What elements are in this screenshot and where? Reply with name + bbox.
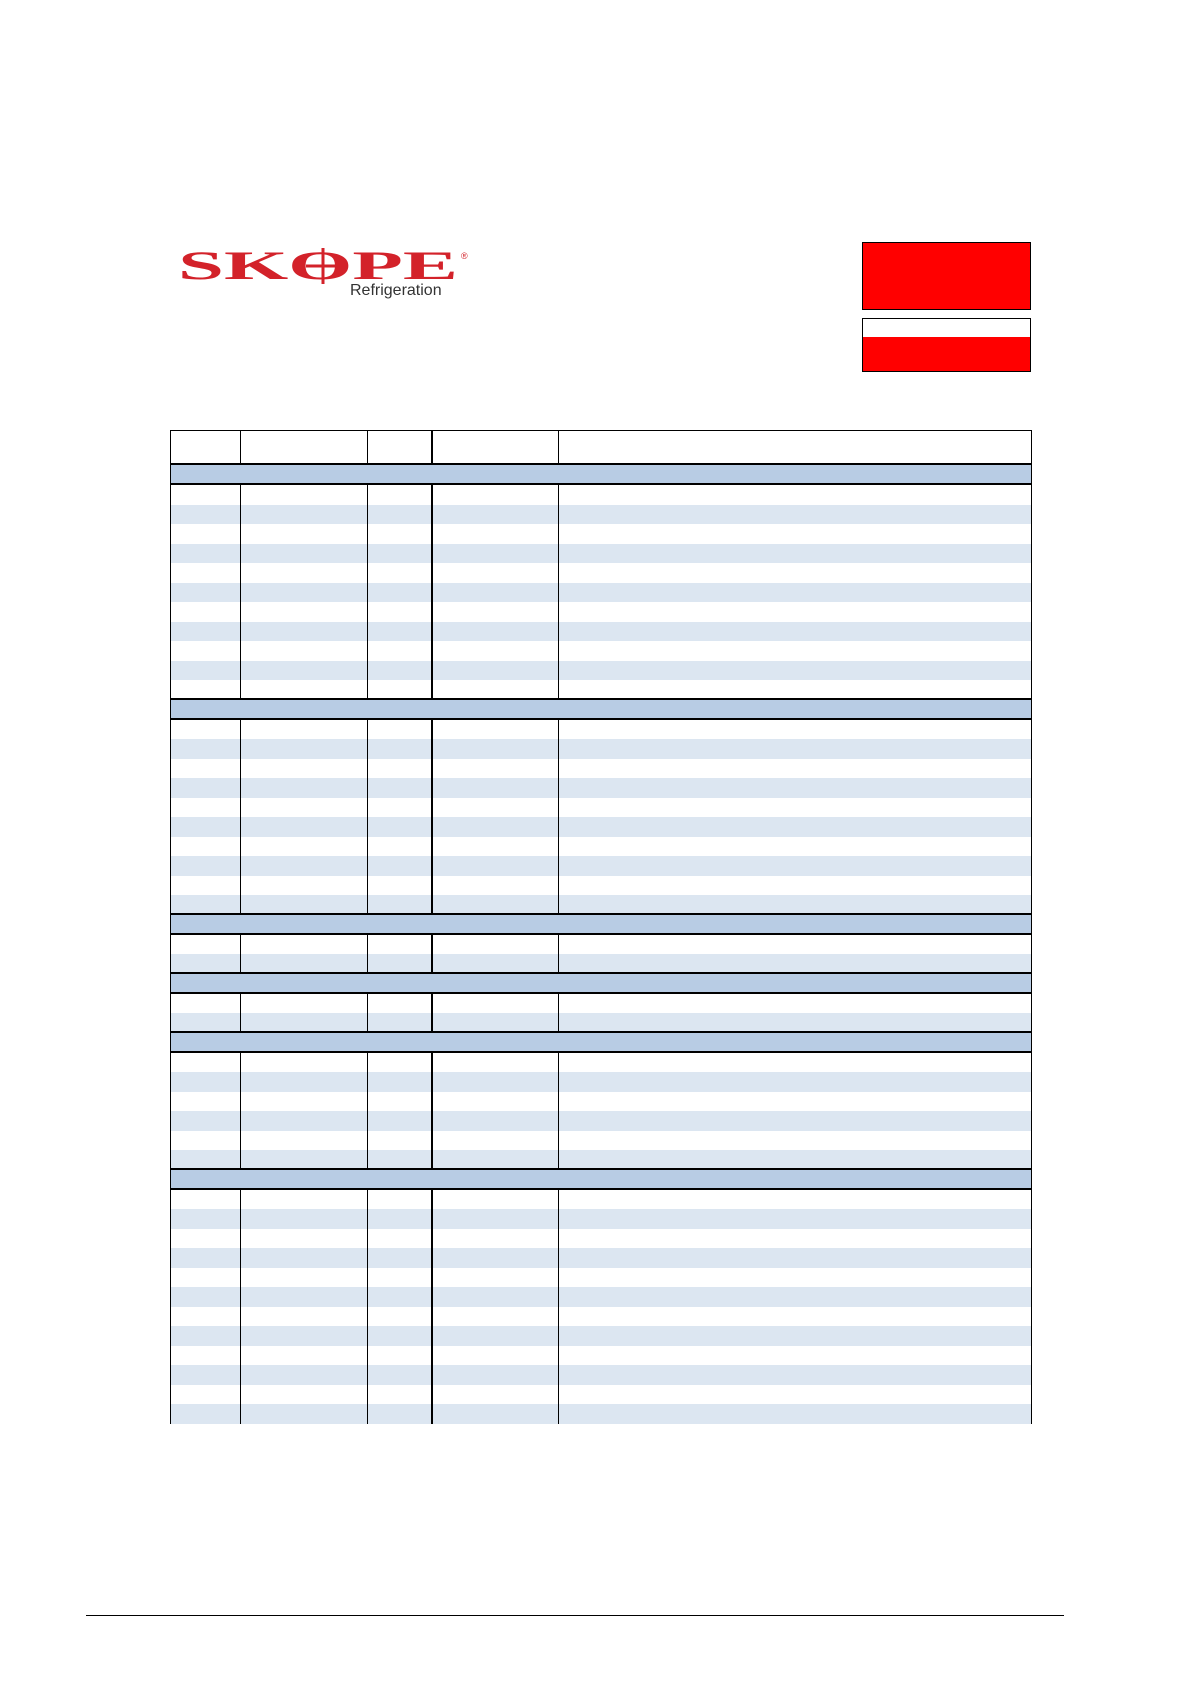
table-row: [170, 563, 1032, 583]
column-divider: [240, 1150, 241, 1168]
column-divider: [240, 583, 241, 603]
column-divider: [367, 583, 368, 603]
column-divider: [558, 1150, 559, 1168]
column-divider: [558, 1365, 559, 1385]
column-divider: [558, 935, 559, 955]
table-row: [170, 1365, 1032, 1385]
column-divider: [240, 817, 241, 837]
section-band: [170, 915, 1032, 935]
column-divider: [240, 1190, 241, 1210]
column-divider: [558, 895, 559, 913]
column-divider: [240, 1287, 241, 1307]
column-divider: [367, 1111, 368, 1131]
table-row: [170, 895, 1032, 915]
column-divider: [431, 485, 433, 505]
column-divider: [367, 1131, 368, 1151]
column-divider: [367, 1072, 368, 1092]
column-divider: [240, 778, 241, 798]
table-row: [170, 544, 1032, 564]
column-divider: [431, 505, 433, 525]
column-divider: [431, 720, 433, 740]
column-divider: [431, 1190, 433, 1210]
column-divider: [240, 1248, 241, 1268]
column-divider: [558, 431, 559, 463]
column-divider: [558, 1190, 559, 1210]
column-divider: [367, 431, 368, 463]
column-divider: [367, 1404, 368, 1424]
column-divider: [558, 622, 559, 642]
column-divider: [558, 759, 559, 779]
column-divider: [367, 739, 368, 759]
table-row: [170, 798, 1032, 818]
column-divider: [431, 544, 433, 564]
column-divider: [367, 544, 368, 564]
table-row: [170, 720, 1032, 740]
column-divider: [367, 994, 368, 1014]
column-divider: [431, 994, 433, 1014]
column-divider: [431, 602, 433, 622]
section-band: [170, 465, 1032, 485]
column-divider: [240, 759, 241, 779]
column-divider: [367, 876, 368, 896]
column-divider: [558, 994, 559, 1014]
table-row: [170, 994, 1032, 1014]
column-divider: [240, 1268, 241, 1288]
column-divider: [240, 1092, 241, 1112]
column-divider: [367, 1190, 368, 1210]
column-divider: [431, 798, 433, 818]
column-divider: [367, 856, 368, 876]
column-divider: [431, 1404, 433, 1424]
column-divider: [431, 1326, 433, 1346]
table-row: [170, 1092, 1032, 1112]
column-divider: [240, 1346, 241, 1366]
column-divider: [558, 641, 559, 661]
column-divider: [240, 524, 241, 544]
logo-wordmark-text: SKOPE: [178, 248, 458, 284]
column-divider: [558, 1307, 559, 1327]
column-divider: [367, 1346, 368, 1366]
column-divider: [431, 583, 433, 603]
column-divider: [431, 1307, 433, 1327]
column-divider: [240, 1326, 241, 1346]
column-divider: [367, 641, 368, 661]
column-divider: [431, 837, 433, 857]
table-row: [170, 1111, 1032, 1131]
column-divider: [367, 1209, 368, 1229]
column-divider: [367, 485, 368, 505]
column-divider: [367, 661, 368, 681]
column-divider: [558, 544, 559, 564]
column-divider: [558, 1248, 559, 1268]
column-divider: [240, 431, 241, 463]
header-red-box-bottom: [862, 337, 1031, 372]
table-row: [170, 739, 1032, 759]
footer-rule: [86, 1615, 1064, 1616]
column-divider: [367, 1385, 368, 1405]
column-divider: [431, 1385, 433, 1405]
table-row: [170, 817, 1032, 837]
column-divider: [431, 1229, 433, 1249]
column-divider: [431, 1053, 433, 1073]
column-divider: [558, 1053, 559, 1073]
column-divider: [367, 778, 368, 798]
table-row: [170, 759, 1032, 779]
column-divider: [431, 661, 433, 681]
column-divider: [367, 954, 368, 972]
column-divider: [240, 544, 241, 564]
column-divider: [240, 954, 241, 972]
column-divider: [367, 1053, 368, 1073]
column-divider: [367, 1013, 368, 1031]
column-divider: [240, 1307, 241, 1327]
column-divider: [240, 798, 241, 818]
table-row: [170, 1229, 1032, 1249]
column-divider: [367, 1326, 368, 1346]
column-divider: [558, 524, 559, 544]
column-divider: [431, 431, 433, 463]
column-divider: [240, 485, 241, 505]
section-band: [170, 1170, 1032, 1190]
table-row: [170, 856, 1032, 876]
column-divider: [367, 602, 368, 622]
column-divider: [367, 1092, 368, 1112]
column-divider: [431, 759, 433, 779]
column-divider: [431, 935, 433, 955]
column-divider: [240, 876, 241, 896]
column-divider: [431, 563, 433, 583]
column-divider: [558, 1268, 559, 1288]
skope-logo: [178, 248, 472, 304]
table-row: [170, 1385, 1032, 1405]
column-divider: [558, 1326, 559, 1346]
column-divider: [431, 954, 433, 972]
column-divider: [431, 622, 433, 642]
column-divider: [367, 622, 368, 642]
column-divider: [367, 798, 368, 818]
column-divider: [431, 1092, 433, 1112]
column-divider: [240, 602, 241, 622]
column-divider: [240, 1365, 241, 1385]
column-divider: [558, 602, 559, 622]
table-row: [170, 778, 1032, 798]
column-divider: [558, 778, 559, 798]
column-divider: [367, 1287, 368, 1307]
column-divider: [367, 1268, 368, 1288]
table-row: [170, 935, 1032, 955]
table-row: [170, 602, 1032, 622]
column-divider: [558, 876, 559, 896]
column-divider: [240, 1013, 241, 1031]
table-row: [170, 1053, 1032, 1073]
column-divider: [367, 837, 368, 857]
column-divider: [367, 524, 368, 544]
column-divider: [240, 505, 241, 525]
column-divider: [240, 994, 241, 1014]
table-row: [170, 505, 1032, 525]
column-divider: [240, 563, 241, 583]
column-divider: [240, 1131, 241, 1151]
logo-subtitle: Refrigeration: [350, 282, 442, 299]
column-divider: [367, 759, 368, 779]
column-divider: [558, 1072, 559, 1092]
column-divider: [558, 856, 559, 876]
column-divider: [558, 837, 559, 857]
column-divider: [431, 1268, 433, 1288]
column-divider: [558, 1092, 559, 1112]
table-row: [170, 1307, 1032, 1327]
column-divider: [431, 1131, 433, 1151]
table-row: [170, 524, 1032, 544]
column-divider: [431, 1013, 433, 1031]
column-divider: [558, 720, 559, 740]
column-divider: [431, 1111, 433, 1131]
column-divider: [240, 1404, 241, 1424]
column-divider: [431, 1287, 433, 1307]
table-row: [170, 641, 1032, 661]
table-header-row: [170, 430, 1032, 465]
table-row: [170, 1072, 1032, 1092]
column-divider: [240, 661, 241, 681]
column-divider: [431, 1150, 433, 1168]
column-divider: [367, 505, 368, 525]
table-row: [170, 1131, 1032, 1151]
column-divider: [240, 1209, 241, 1229]
column-divider: [367, 680, 368, 698]
column-divider: [431, 680, 433, 698]
column-divider: [431, 1072, 433, 1092]
column-divider: [240, 622, 241, 642]
table-row: [170, 837, 1032, 857]
column-divider: [558, 1287, 559, 1307]
column-divider: [367, 563, 368, 583]
column-divider: [558, 739, 559, 759]
column-divider: [431, 1365, 433, 1385]
table-row: [170, 1190, 1032, 1210]
column-divider: [558, 505, 559, 525]
column-divider: [558, 1385, 559, 1405]
column-divider: [558, 680, 559, 698]
column-divider: [367, 1229, 368, 1249]
column-divider: [367, 935, 368, 955]
column-divider: [558, 1346, 559, 1366]
column-divider: [240, 1111, 241, 1131]
column-divider: [240, 1072, 241, 1092]
column-divider: [431, 739, 433, 759]
column-divider: [431, 1346, 433, 1366]
table-row: [170, 1404, 1032, 1424]
table-row: [170, 1150, 1032, 1170]
column-divider: [431, 778, 433, 798]
column-divider: [367, 895, 368, 913]
column-divider: [431, 876, 433, 896]
column-divider: [558, 1209, 559, 1229]
column-divider: [240, 1385, 241, 1405]
column-divider: [431, 895, 433, 913]
column-divider: [558, 1229, 559, 1249]
table-row: [170, 1013, 1032, 1033]
column-divider: [431, 817, 433, 837]
header-red-box-top: [862, 242, 1031, 310]
table-row: [170, 1209, 1032, 1229]
column-divider: [558, 563, 559, 583]
column-divider: [367, 817, 368, 837]
column-divider: [240, 837, 241, 857]
column-divider: [558, 583, 559, 603]
column-divider: [558, 1131, 559, 1151]
table-row: [170, 1346, 1032, 1366]
column-divider: [240, 739, 241, 759]
table-row: [170, 680, 1032, 700]
table-row: [170, 622, 1032, 642]
table-row: [170, 954, 1032, 974]
registered-mark: ®: [461, 251, 468, 261]
column-divider: [431, 1248, 433, 1268]
section-band: [170, 1033, 1032, 1053]
column-divider: [240, 1229, 241, 1249]
section-band: [170, 700, 1032, 720]
column-divider: [240, 856, 241, 876]
table-row: [170, 1248, 1032, 1268]
column-divider: [431, 641, 433, 661]
column-divider: [367, 720, 368, 740]
skope-wordmark: [178, 248, 472, 284]
column-divider: [558, 798, 559, 818]
column-divider: [367, 1365, 368, 1385]
column-divider: [240, 680, 241, 698]
column-divider: [431, 524, 433, 544]
column-divider: [558, 485, 559, 505]
header-white-strip: [862, 318, 1031, 338]
column-divider: [240, 935, 241, 955]
table-row: [170, 1287, 1032, 1307]
column-divider: [558, 1013, 559, 1031]
column-divider: [367, 1307, 368, 1327]
table-row: [170, 661, 1032, 681]
table-row: [170, 485, 1032, 505]
column-divider: [431, 1209, 433, 1229]
column-divider: [367, 1150, 368, 1168]
column-divider: [240, 1053, 241, 1073]
column-divider: [240, 720, 241, 740]
table-row: [170, 583, 1032, 603]
table-row: [170, 1268, 1032, 1288]
table-row: [170, 876, 1032, 896]
column-divider: [558, 1404, 559, 1424]
column-divider: [240, 895, 241, 913]
parts-table: [170, 430, 1032, 1424]
column-divider: [558, 954, 559, 972]
section-band: [170, 974, 1032, 994]
column-divider: [558, 661, 559, 681]
column-divider: [558, 1111, 559, 1131]
column-divider: [240, 641, 241, 661]
column-divider: [431, 856, 433, 876]
column-divider: [367, 1248, 368, 1268]
table-row: [170, 1326, 1032, 1346]
column-divider: [558, 817, 559, 837]
